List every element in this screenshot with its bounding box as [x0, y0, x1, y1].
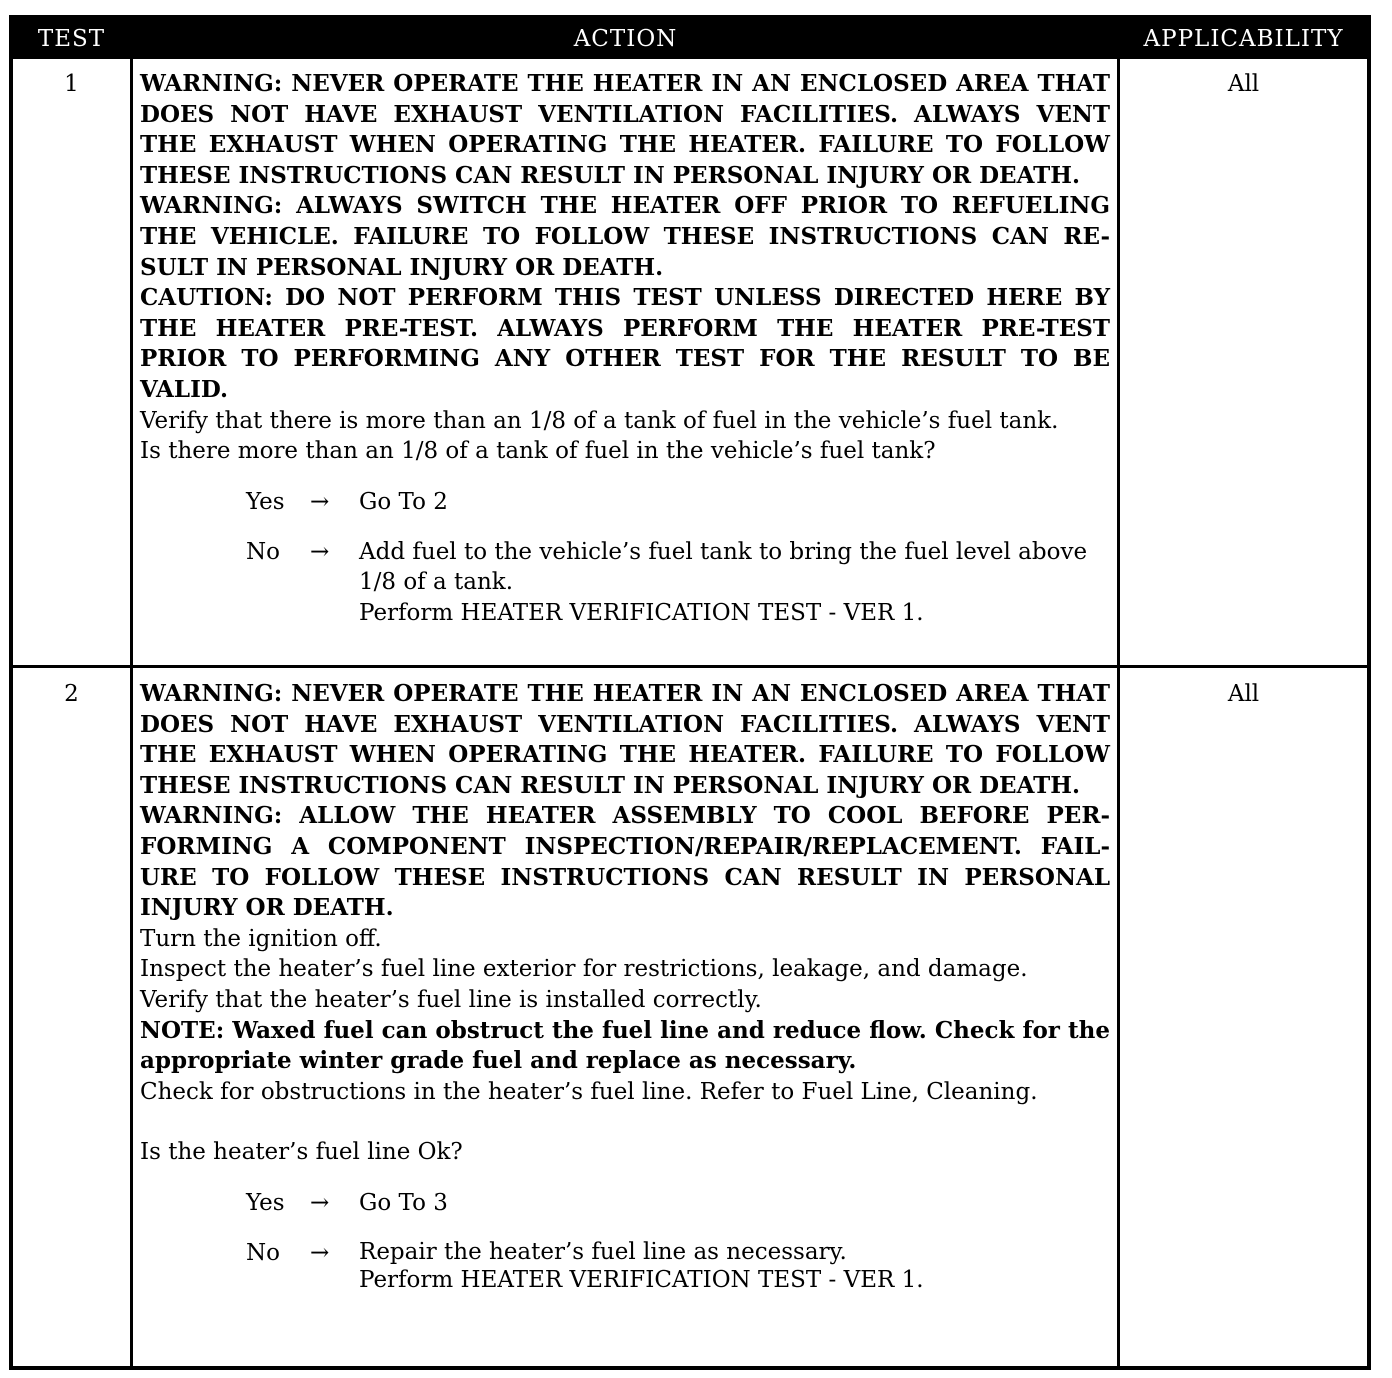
- row-2-no-answer: [140, 1238, 1110, 1298]
- row-divider: [13, 665, 1367, 668]
- no-result-verification: Perform HEATER VERIFICATION TEST - VER 1.: [359, 1266, 924, 1293]
- no-result: [359, 537, 1110, 629]
- row-2-step-obstructions: Check for obstructions in the heater’s fuel line. Refer to Fuel Line, Cleaning.: [140, 1078, 1038, 1105]
- yes-label: Yes: [246, 488, 285, 515]
- row-1-caution: CAUTION: DO NOT PERFORM THIS TEST UNLESS DIRECTED HERE BY THE HEATER PRE-TEST. ALWAYS PERFORM THE HEATER PRE-TEST PRIOR TO PERFORMING ANY OTHER TEST FOR THE RESULT TO BE VALID.: [140, 284, 1110, 403]
- row-1-test-number: 1: [64, 71, 79, 97]
- row-1-warning-ventilation: WARNING: NEVER OPERATE THE HEATER IN AN ENCLOSED AREA THAT DOES NOT HAVE EXHAUST VENTILATION FACILITIES. ALWAYS VENT THE EXHAUST WHEN OPERATING THE HEATER. FAILURE TO FOLLOW THESE INSTRUCTIONS CAN RESULT IN PERSONAL INJURY OR DEATH.: [140, 70, 1110, 189]
- row-2-step-inspect: Inspect the heater’s fuel line exterior for restrictions, leakage, and damage.: [140, 956, 1028, 983]
- yes-label: Yes: [246, 1189, 285, 1216]
- row-2-yes-answer: [140, 1188, 1110, 1218]
- row-1-yes-answer: [140, 487, 1110, 517]
- header-applicability: APPLICABILITY: [1143, 26, 1344, 52]
- row-2-test-number: 2: [64, 681, 79, 707]
- arrow-icon: →: [310, 1239, 330, 1266]
- no-label: No: [246, 538, 280, 565]
- arrow-icon: →: [310, 538, 330, 565]
- arrow-icon: →: [310, 1189, 330, 1216]
- row-2-applicability: All: [1227, 681, 1260, 707]
- row-1-applicability: All: [1227, 71, 1260, 97]
- row-2-step-verify: Verify that the heater’s fuel line is installed correctly.: [140, 986, 762, 1013]
- column-divider-1: [130, 19, 133, 1366]
- row-2-step-ignition: Turn the ignition off.: [140, 925, 382, 952]
- yes-result: Go To 2: [359, 488, 448, 515]
- row-2-warning-ventilation: WARNING: NEVER OPERATE THE HEATER IN AN ENCLOSED AREA THAT DOES NOT HAVE EXHAUST VENTILATION FACILITIES. ALWAYS VENT THE EXHAUST WHEN OPERATING THE HEATER. FAILURE TO FOLLOW THESE INSTRUCTIONS CAN RESULT IN PERSONAL INJURY OR DEATH.: [140, 680, 1110, 799]
- row-1-step-verify: Verify that there is more than an 1/8 of a tank of fuel in the vehicle’s fuel tank.: [140, 407, 1059, 434]
- header-test: TEST: [37, 26, 106, 52]
- table-header: [13, 19, 1367, 59]
- no-result-verification: Perform HEATER VERIFICATION TEST - VER 1.: [359, 599, 924, 626]
- yes-result: Go To 3: [359, 1189, 448, 1216]
- arrow-icon: →: [310, 488, 330, 515]
- row-1-question: Is there more than an 1/8 of a tank of fuel in the vehicle’s fuel tank?: [140, 438, 936, 465]
- no-label: No: [246, 1239, 280, 1266]
- no-result-action: Add fuel to the vehicle’s fuel tank to bring the fuel level above 1/8 of a tank.: [359, 538, 1088, 596]
- header-action: ACTION: [573, 26, 678, 52]
- diagnostic-table: [9, 15, 1371, 1370]
- row-2-question: Is the heater’s fuel line Ok?: [140, 1139, 463, 1166]
- no-result-action: Repair the heater’s fuel line as necessary.: [359, 1238, 847, 1265]
- row-2-note: NOTE: Waxed fuel can obstruct the fuel line and reduce flow. Check for the appropriate winter grade fuel and replace as necessary.: [140, 1016, 1110, 1075]
- row-1-no-answer: [140, 537, 1110, 627]
- no-result: [359, 1238, 1110, 1294]
- row-1-action: [140, 69, 1110, 627]
- row-2-action: [140, 679, 1110, 1298]
- row-1-warning-refueling: WARNING: ALWAYS SWITCH THE HEATER OFF PRIOR TO REFUELING THE VEHICLE. FAILURE TO FOLLOW THESE INSTRUCTIONS CAN RE- SULT IN PERSONAL INJURY OR DEATH.: [140, 192, 1110, 281]
- row-2-warning-cool: WARNING: ALLOW THE HEATER ASSEMBLY TO COOL BEFORE PER- FORMING A COMPONENT INSPECTION/REPAIR/REPLACEMENT. FAIL- URE TO FOLLOW THESE INSTRUCTIONS CAN RESULT IN PERSONAL INJURY OR DEATH.: [140, 802, 1110, 922]
